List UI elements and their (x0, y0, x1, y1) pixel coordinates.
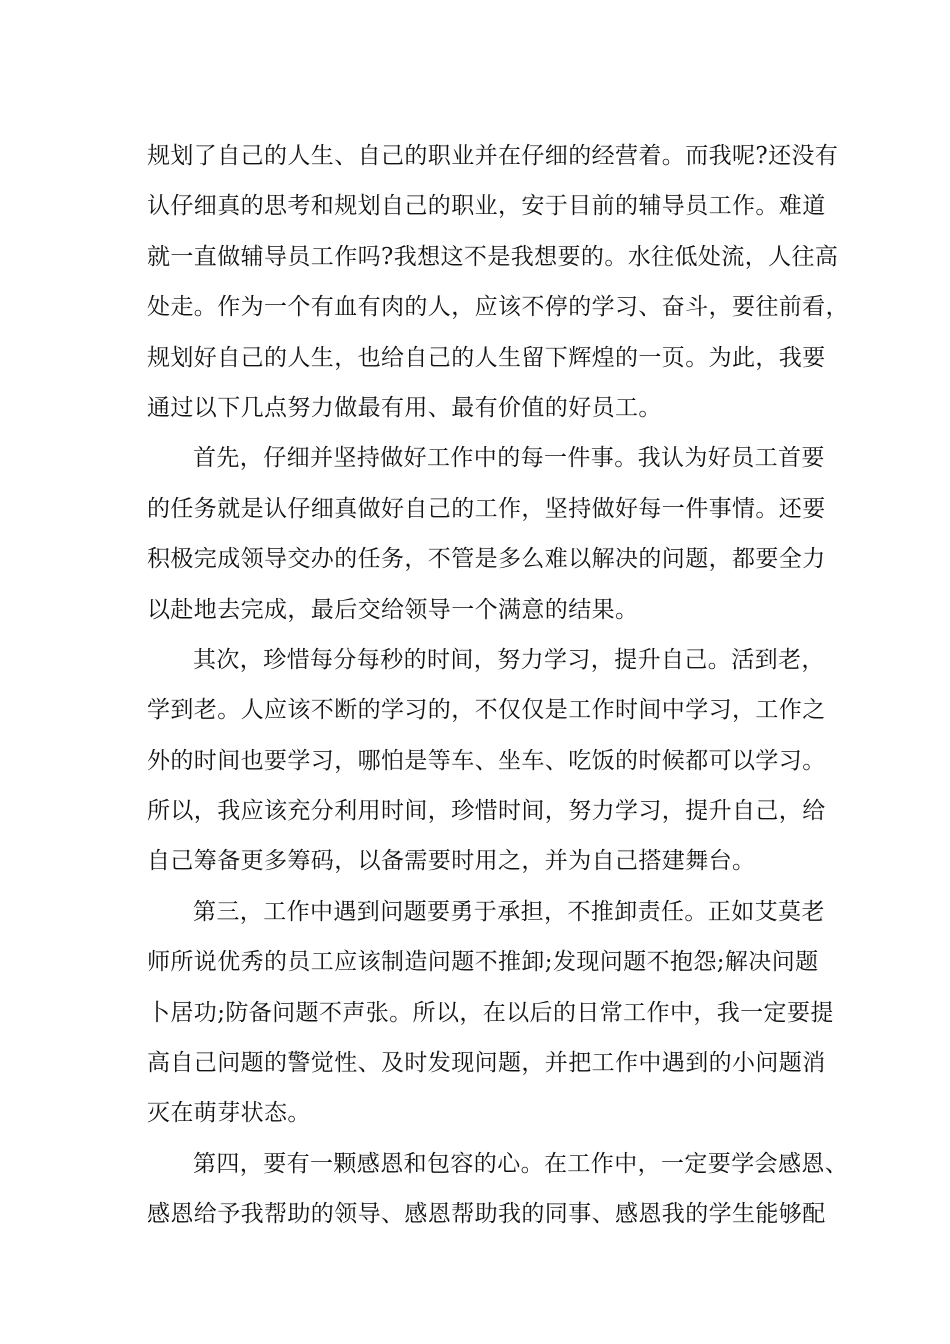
text-line: 第四，要有一颗感恩和包容的心。在工作中，一定要学会感恩、 (193, 1150, 849, 1177)
text-line: 处走。作为一个有血有肉的人，应该不停的学习、奋斗，要往前看， (147, 294, 849, 321)
paragraph-2 (147, 433, 827, 635)
paragraph-4 (147, 887, 834, 1139)
text-line: 认仔细真的思考和规划自己的职业，安于目前的辅导员工作。难道 (147, 193, 826, 220)
document-body (147, 131, 849, 1240)
text-line: 的任务就是认仔细真做好自己的工作，坚持做好每一件事情。还要 (147, 495, 826, 522)
text-line: 第三，工作中遇到问题要勇于承担，不推卸责任。正如艾莫老 (193, 898, 825, 925)
text-line: 外的时间也要学习，哪怕是等车、坐车、吃饭的时候都可以学习。 (147, 747, 826, 774)
text-line: 卜居功;防备问题不声张。所以，在以后的日常工作中，我一定要提 (147, 999, 834, 1026)
text-line: 规划了自己的人生、自己的职业并在仔细的经营着。而我呢?还没有 (147, 143, 839, 169)
text-line: 积极完成领导交办的任务，不管是多么难以解决的问题，都要全力 (147, 546, 826, 573)
text-line: 就一直做辅导员工作吗?我想这不是我想要的。水往低处流，人往高 (147, 243, 839, 270)
text-line: 高自己问题的警觉性、及时发现问题，并把工作中遇到的小问题消 (147, 1050, 826, 1077)
text-line: 规划好自己的人生，也给自己的人生留下辉煌的一页。为此，我要 (147, 344, 826, 371)
text-line: 自己筹备更多筹码，以备需要时用之，并为自己搭建舞台。 (147, 848, 756, 875)
text-line: 首先，仔细并坚持做好工作中的每一件事。我认为好员工首要 (193, 445, 825, 472)
text-line: 师所说优秀的员工应该制造问题不推卸;发现问题不抱怨;解决问题 (147, 949, 819, 976)
text-line: 学到老。人应该不断的学习的，不仅仅是工作时间中学习，工作之 (147, 697, 826, 724)
text-line: 所以，我应该充分利用时间，珍惜时间，努力学习，提升自己，给 (147, 798, 826, 825)
text-line: 通过以下几点努力做最有用、最有价值的好员工。 (147, 394, 662, 421)
paragraph-5 (147, 1139, 849, 1240)
text-line: 灭在萌芽状态。 (147, 1100, 311, 1127)
paragraph-1 (147, 131, 849, 433)
paragraph-3 (147, 635, 827, 887)
text-line: 以赴地去完成，最后交给领导一个满意的结果。 (147, 596, 639, 623)
text-line: 其次，珍惜每分每秒的时间，努力学习，提升自己。活到老， (193, 646, 825, 673)
text-line: 感恩给予我帮助的领导、感恩帮助我的同事、感恩我的学生能够配 (147, 1201, 826, 1228)
